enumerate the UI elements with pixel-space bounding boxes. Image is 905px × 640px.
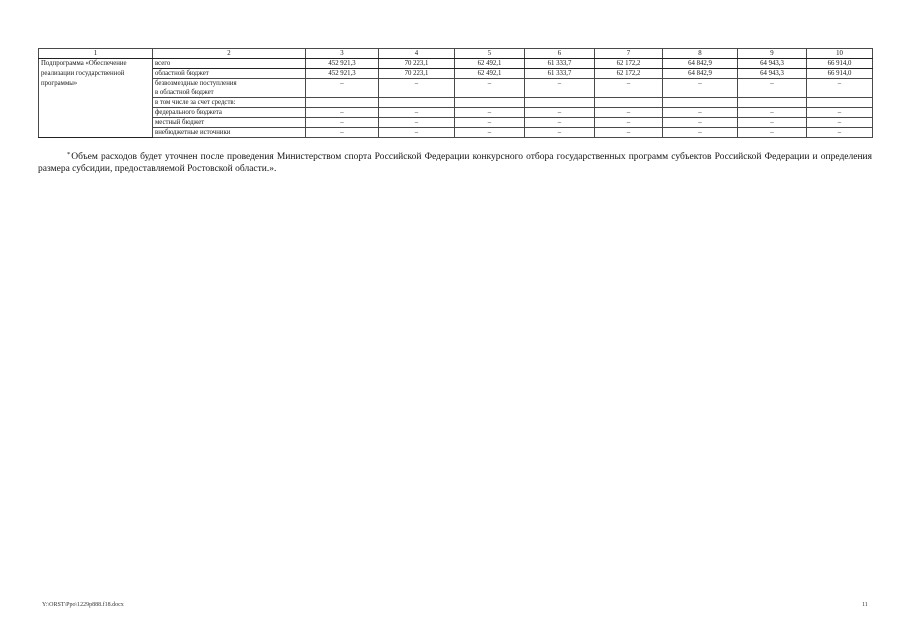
value-cell: 61 333,7 <box>525 69 595 79</box>
empty-cell <box>306 98 379 108</box>
value-cell: 61 333,7 <box>525 59 595 69</box>
value-cell: – <box>379 118 455 128</box>
column-number: 3 <box>306 49 379 59</box>
column-number: 10 <box>807 49 873 59</box>
table-row <box>39 108 873 118</box>
value-cell: – <box>306 108 379 118</box>
value-cell: – <box>525 108 595 118</box>
row-label: внебюджетные источники <box>153 128 306 138</box>
value-cell: – <box>595 118 663 128</box>
value-cell: – <box>525 79 595 98</box>
value-cell: 452 921,3 <box>306 59 379 69</box>
column-number: 1 <box>39 49 153 59</box>
column-number: 6 <box>525 49 595 59</box>
table-row <box>39 98 873 108</box>
table-row <box>39 59 873 69</box>
column-number: 4 <box>379 49 455 59</box>
footnote-marker: * <box>67 151 71 158</box>
value-cell: – <box>663 118 738 128</box>
value-cell: – <box>738 128 807 138</box>
footnote-text: Объем расходов будет уточнен после проведения Министерством спорта Российской Федерации конкурсного отбора государственных программ субъектов Российской Федерации и определения размера субсидии, предоставляемой Ростовской области.». <box>38 152 872 174</box>
table-row <box>39 128 873 138</box>
budget-table <box>38 48 873 138</box>
value-cell: – <box>455 108 525 118</box>
value-cell: – <box>807 128 873 138</box>
value-cell: 66 914,0 <box>807 59 873 69</box>
row-label: местный бюджет <box>153 118 306 128</box>
value-cell: – <box>738 108 807 118</box>
value-cell: 66 914,0 <box>807 69 873 79</box>
value-cell: – <box>663 108 738 118</box>
empty-cell <box>455 98 525 108</box>
value-cell: – <box>455 79 525 98</box>
value-cell: 70 223,1 <box>379 59 455 69</box>
column-number: 2 <box>153 49 306 59</box>
value-cell: – <box>306 118 379 128</box>
page-number: 11 <box>862 602 868 608</box>
value-cell: – <box>663 128 738 138</box>
row-label <box>153 79 306 98</box>
row-label: в том числе за счет средств: <box>153 98 306 108</box>
row-label-line: в областной бюджет <box>155 89 214 96</box>
value-cell: – <box>379 108 455 118</box>
column-number: 9 <box>738 49 807 59</box>
value-cell: – <box>738 118 807 128</box>
value-cell: – <box>455 118 525 128</box>
column-number-row <box>39 49 873 59</box>
value-cell: – <box>595 79 663 98</box>
empty-cell <box>379 98 455 108</box>
value-cell: 70 223,1 <box>379 69 455 79</box>
value-cell: – <box>455 128 525 138</box>
value-cell: 64 842,9 <box>663 69 738 79</box>
value-cell: – <box>379 128 455 138</box>
empty-cell <box>663 98 738 108</box>
empty-cell <box>738 98 807 108</box>
empty-cell <box>595 98 663 108</box>
value-cell: – <box>525 118 595 128</box>
value-cell: 64 842,9 <box>663 59 738 69</box>
column-number: 7 <box>595 49 663 59</box>
value-cell: – <box>595 108 663 118</box>
value-cell: – <box>807 108 873 118</box>
empty-cell <box>807 98 873 108</box>
value-cell: – <box>595 128 663 138</box>
file-path: Y:\ORST\Ppo\1229p888.f18.docx <box>42 602 124 608</box>
value-cell: – <box>807 79 873 98</box>
table-row <box>39 69 873 79</box>
table-row <box>39 118 873 128</box>
value-cell: – <box>738 79 807 98</box>
row-label-line: безвозмездные поступления <box>155 80 237 87</box>
value-cell: – <box>306 79 379 98</box>
table-row <box>39 79 873 98</box>
value-cell: – <box>807 118 873 128</box>
value-cell: 62 172,2 <box>595 69 663 79</box>
row-label: областной бюджет <box>153 69 306 79</box>
column-number: 8 <box>663 49 738 59</box>
value-cell: 64 943,3 <box>738 69 807 79</box>
footnote <box>38 151 872 175</box>
empty-cell <box>525 98 595 108</box>
value-cell: 62 172,2 <box>595 59 663 69</box>
column-number: 5 <box>455 49 525 59</box>
value-cell: 62 492,1 <box>455 69 525 79</box>
value-cell: – <box>525 128 595 138</box>
value-cell: 64 943,3 <box>738 59 807 69</box>
value-cell: – <box>379 79 455 98</box>
row-label: всего <box>153 59 306 69</box>
row-label: федерального бюджета <box>153 108 306 118</box>
value-cell: 62 492,1 <box>455 59 525 69</box>
value-cell: – <box>306 128 379 138</box>
value-cell: 452 921,3 <box>306 69 379 79</box>
value-cell: – <box>663 79 738 98</box>
subprogram-name: Подпрограмма «Обеспечение реализации государственной программы» <box>39 59 153 138</box>
